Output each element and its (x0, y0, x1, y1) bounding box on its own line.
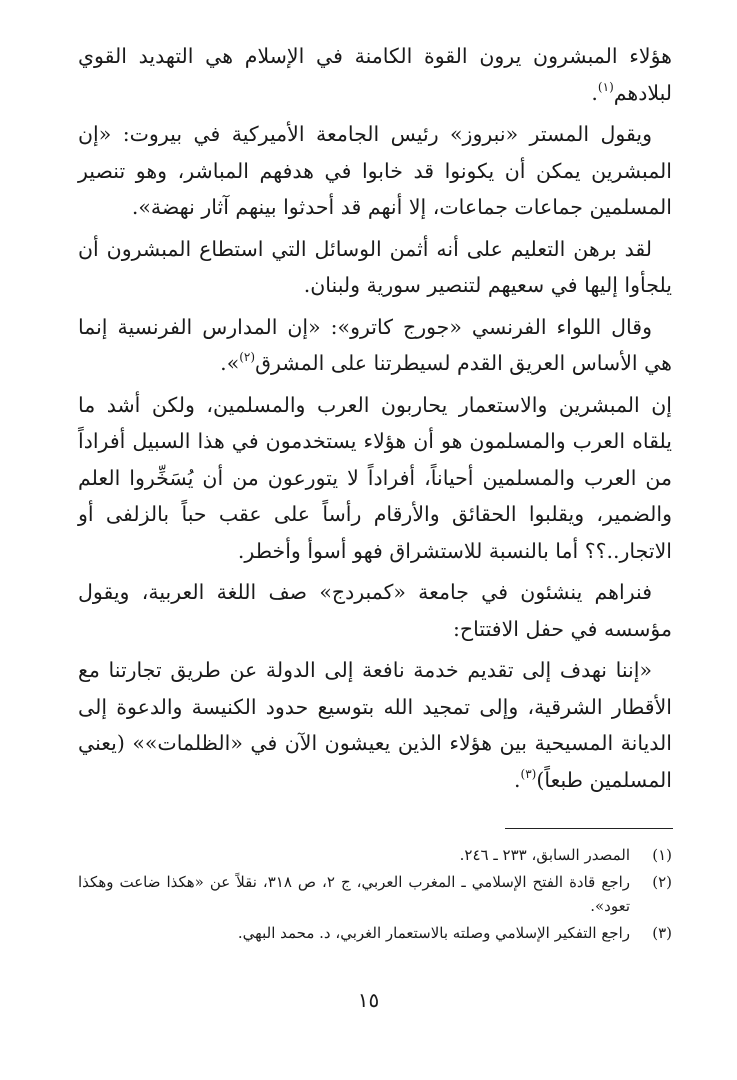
page-number: ١٥ (357, 988, 380, 1012)
footnote-text: راجع التفكير الإسلامي وصلته بالاستعمار الغربي، د. محمد البهي. (237, 924, 630, 942)
footnote-ref-2: (٢) (239, 350, 256, 364)
footnote-number: (٢) (652, 873, 672, 891)
footnote-separator (505, 828, 673, 829)
footnote-1 (78, 843, 672, 867)
footnote-ref-1: (١) (597, 79, 614, 94)
paragraph-4: وقال اللواء الفرنسي «جورج كاترو»: «إن المدارس الفرنسية إنما هي الأساس العريق القدم لسيطرتنا على المشرق$^{(٢)}$». (78, 314, 672, 375)
paragraph-7: «إننا نهدف إلى تقديم خدمة نافعة إلى الدولة عن طريق تجارتنا مع الأقطار الشرقية، وإلى تمجيد الله بتوسيع حدود الكنيسة والدعوة إلى الديانة المسيحية بين هؤلاء الذين يعيشون الآن في «الظلمات»» (يعني المسلمين طبعاً)$^{(٣)}$. (78, 658, 672, 792)
footnote-3 (78, 921, 672, 945)
footnote-text: راجع قادة الفتح الإسلامي ـ المغرب العربي، ج ٢، ص ٣١٨، نقلاً عن «هكذا ضاعت وهكذا تعود». (78, 873, 631, 915)
paragraph-2: ويقول المستر «نبروز» رئيس الجامعة الأميركية في بيروت: «إن المبشرين يمكن أن يكونوا قد خابوا في هدفهم المباشر، وهو تنصير المسلمين جماعات جماعات، إلا أنهم قد أحدثوا بينهم آثار نهضة». (78, 122, 672, 219)
paragraph-3: لقد برهن التعليم على أنه أثمن الوسائل التي استطاع المبشرون أن يلجأوا إليها في سعيهم لتنصير سورية ولبنان. (78, 236, 672, 297)
footnote-2 (78, 870, 672, 918)
footnote-text: المصدر السابق، ٢٣٣ ـ ٢٤٦. (459, 846, 630, 864)
body-text (78, 38, 672, 803)
footnote-number: (٣) (652, 924, 672, 942)
footnotes (78, 843, 672, 948)
paragraph-6: فنراهم ينشئون في جامعة «كمبردج» صف اللغة العربية، ويقول مؤسسه في حفل الافتتاح: (78, 580, 672, 641)
footnote-number: (١) (652, 846, 672, 864)
paragraph-1: هؤلاء المبشرون يرون القوة الكامنة في الإسلام هي التهديد القوي لبلادهم$^{(١)}$. (78, 44, 672, 105)
footnote-ref-3: (٣) (520, 766, 537, 781)
paragraph-5: إن المبشرين والاستعمار يحاربون العرب والمسلمين، ولكن أشد ما يلقاه العرب والمسلمون هو أن هؤلاء يستخدمون في هذا السبيل أفراداً من العرب والمسلمين أحياناً، أفراداً لا يتورعون من أن يُسَخِّروا العلم والضمير، ويقلبوا الحقائق والأرقام رأساً على عقب حباً بالزلفى أو الاتجار..؟؟ أما بالنسبة للاستشراق فهو أسوأ وأخطر. (78, 392, 672, 563)
